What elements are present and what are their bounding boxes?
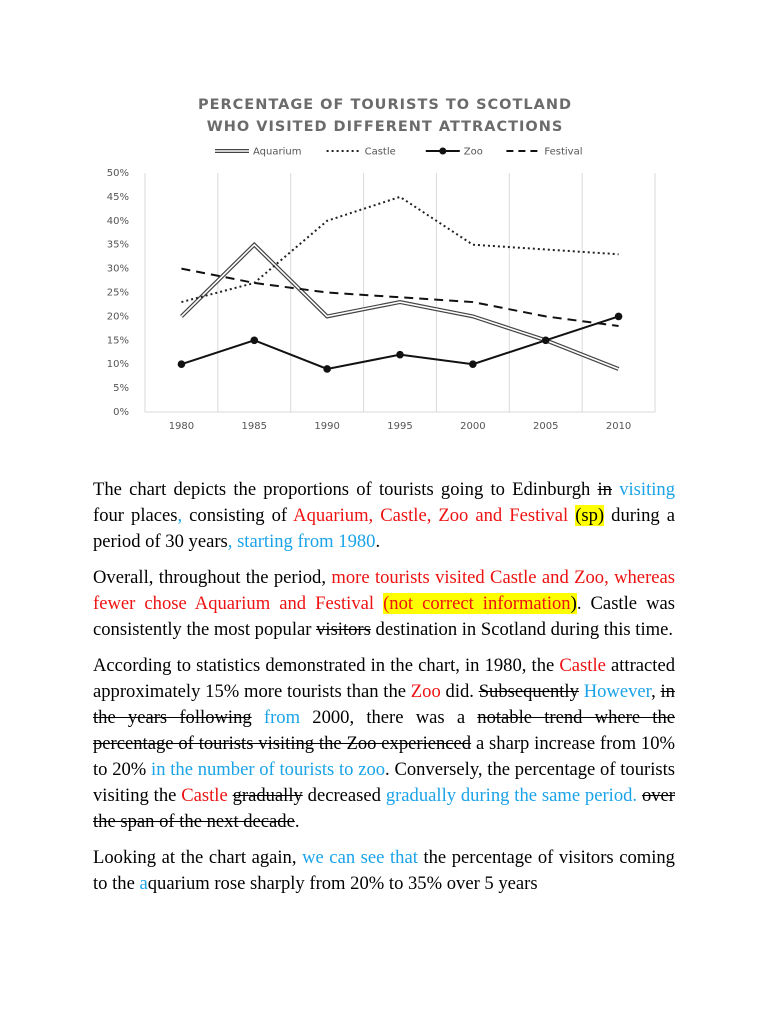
essay-text-run [374,593,383,614]
x-tick-label: 1990 [314,421,340,432]
essay-text-run [252,707,264,728]
zoo-legend-label: Zoo [463,146,483,158]
festival-legend-label: Festival [544,146,583,158]
y-tick-label: 40% [106,215,129,227]
essay-text-run: gradually [232,785,303,806]
essay-text-run: destination in Scotland during this time. [370,619,673,640]
aquarium-line-outer [181,245,618,369]
zoo-point [615,313,623,321]
chart-title-line-1: PERCENTAGE OF TOURISTS TO SCOTLAND [197,97,573,113]
x-tick-label: 1995 [387,421,413,432]
essay-text-run: visiting [619,479,675,500]
essay-paragraph-4 [93,845,675,897]
essay-text-run: the percentage of visitors coming to the [93,847,675,894]
essay-text-run: , [651,681,661,702]
essay-text-run: Zoo [410,681,441,702]
zoo-point [323,365,331,373]
y-tick-label: 20% [106,311,129,323]
essay-paragraph-3 [93,653,675,835]
x-tick-label: 2005 [532,421,559,432]
essay-text-run: Overall, throughout the period, [93,567,332,588]
essay-text-run: gradually during the same period. [385,785,638,806]
x-tick-label: 1980 [168,421,195,432]
essay-text-run: during a period of 30 years [93,505,675,552]
essay-text-run: (sp) [575,505,605,526]
essay-text-run: decreased [302,785,386,806]
essay-text-run: from [263,707,301,728]
essay-text-run: However [583,681,652,702]
y-tick-label: 35% [106,239,129,251]
y-tick-label: 25% [106,287,129,299]
essay-text-run: (not correct information [383,593,571,614]
castle-legend-label: Castle [364,146,396,158]
zoo-legend-marker [439,148,446,155]
essay-text-run: in the years following [93,681,675,728]
x-tick-label: 2010 [605,421,632,432]
chart-title-line-2: WHO VISITED DIFFERENT ATTRACTIONS [206,119,564,135]
essay-text-run: , [177,505,183,526]
essay-paragraph-1 [93,477,675,555]
y-tick-label: 15% [106,335,129,347]
essay-text-run: four places [93,505,178,526]
essay-text-run: 2000, there was a [300,707,478,728]
zoo-point [178,360,186,368]
y-tick-label: 50% [106,168,129,179]
essay-text-run: a [139,873,148,894]
essay-text-run: quarium rose sharply from 20% to 35% over 5 years [147,873,538,894]
essay-text-run: attracted approximately 15% more tourists than the [93,655,675,702]
chart-svg [90,85,680,440]
y-tick-label: 30% [106,263,129,275]
essay-text [93,477,675,907]
chart-legend [215,147,582,158]
y-tick-label: 5% [113,383,129,395]
essay-text-run: in the number of tourists to zoo [151,759,386,780]
essay-text-run: Looking at the chart again, [93,847,303,868]
line-chart [90,85,680,440]
essay-text-run: visitors [316,619,371,640]
y-tick-label: 10% [106,359,129,371]
festival-line [181,269,618,326]
y-tick-label: 0% [113,407,129,418]
zoo-point [542,337,550,345]
essay-text-run: Subsequently [478,681,579,702]
essay-text-run: Castle [559,655,606,676]
essay-paragraph-2 [93,565,675,643]
essay-text-run: Castle [181,785,228,806]
essay-text-run: , starting from 1980 [227,531,376,552]
essay-text-run: in [597,479,612,500]
essay-text-run: consisting of [182,505,294,526]
essay-text-run: did. [440,681,479,702]
essay-text-run: . [375,531,381,552]
essay-text-run: . Castle was consistently the most popular [93,593,675,640]
essay-text-run: . Conversely, the percentage of tourists visiting the [93,759,676,806]
essay-text-run: . [294,811,300,832]
essay-text-run: over the span of the next decade [93,785,675,832]
x-tick-label: 2000 [460,421,486,432]
essay-text-run: ) [570,593,577,614]
y-axis [107,168,129,418]
aquarium-line-inner [181,245,618,369]
essay-text-run: we can see that [302,847,418,868]
zoo-point [469,360,477,368]
zoo-point [250,337,258,345]
essay-text-run: The chart depicts the proportions of tourists going to Edinburgh [93,479,598,500]
zoo-point [396,351,404,359]
essay-text-run: Aquarium, Castle, Zoo and Festival [293,505,569,526]
essay-text-run: According to statistics demonstrated in the chart, in 1980, the [93,655,560,676]
essay-text-run: a sharp increase from 10% to 20% [93,733,675,780]
aquarium-legend-label: Aquarium [253,146,302,158]
essay-text-run: notable trend where the percentage of tourists visiting the Zoo experienced [93,707,675,754]
essay-text-run: more tourists visited Castle and Zoo, whereas fewer chose Aquarium and Festival [93,567,675,614]
x-tick-label: 1985 [241,421,268,432]
x-axis [169,421,632,432]
y-tick-label: 45% [106,191,129,203]
chart-series [178,197,623,373]
